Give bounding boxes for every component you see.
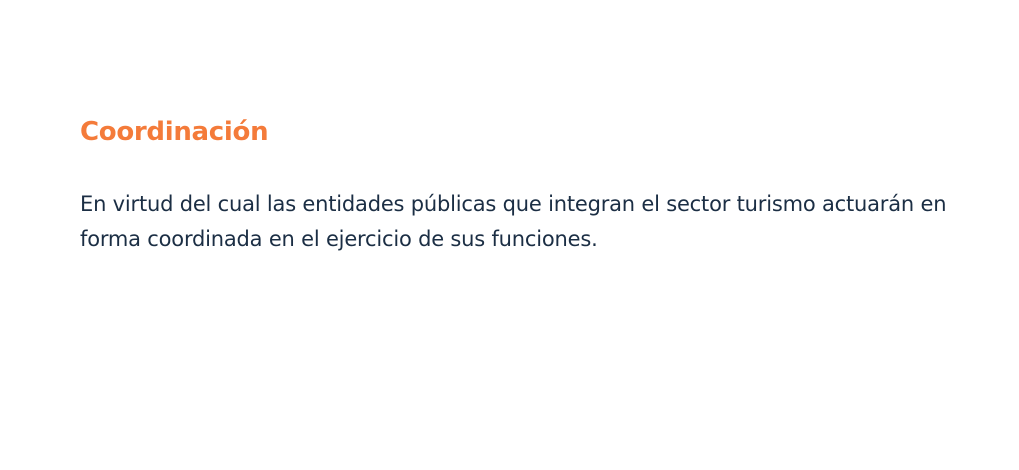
section-title: Coordinación — [80, 117, 269, 147]
section-paragraph: En virtud del cual las entidades públicas que integran el sector turismo actuarán en forma coordinada en el ejercicio de sus funciones. — [80, 192, 947, 251]
principle-section — [80, 114, 960, 257]
